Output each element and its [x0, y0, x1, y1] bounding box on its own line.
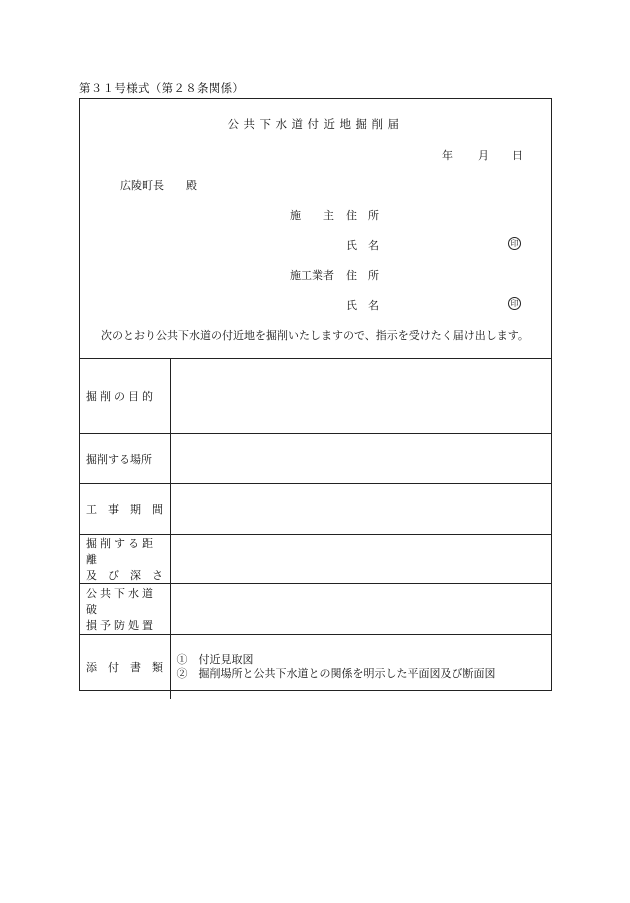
table-row	[80, 584, 551, 635]
form-header	[80, 99, 551, 358]
damage-prevention-label-line1: 公共下水道破	[86, 587, 156, 616]
addressee: 広陵町長 殿	[120, 179, 197, 192]
attachments-value	[170, 635, 551, 699]
table-row	[80, 434, 551, 484]
table-row	[80, 535, 551, 584]
table-row	[80, 635, 551, 699]
attachment-item-1: ① 付近見取図	[176, 652, 254, 666]
date-year: 年	[442, 149, 453, 162]
contractor-label: 施工業者	[290, 269, 334, 282]
date-month: 月	[478, 149, 489, 162]
form-frame	[79, 98, 552, 691]
date-day: 日	[512, 149, 523, 162]
distance-depth-label-line2: 及 び 深 さ	[86, 569, 163, 582]
damage-prevention-label-line2: 損予防処置	[86, 619, 156, 632]
purpose-label: 掘削の目的	[80, 359, 170, 434]
attachment-item-2: ② 掘削場所と公共下水道との関係を明示した平面図及び断面図	[176, 666, 496, 680]
attachments-label: 添 付 書 類	[80, 635, 170, 699]
form-number: 第３１号様式（第２８条関係）	[79, 81, 245, 95]
distance-depth-label-line1: 掘削する距離	[86, 537, 156, 566]
owner-label: 施 主	[290, 209, 334, 222]
contractor-name-label: 氏 名	[346, 299, 379, 312]
period-label: 工 事 期 間	[80, 484, 170, 535]
distance-depth-label	[80, 535, 170, 584]
damage-prevention-label	[80, 584, 170, 635]
owner-name-label: 氏 名	[346, 239, 379, 252]
form-title: 公共下水道付近地掘削届	[227, 117, 404, 131]
owner-address-label: 住 所	[346, 209, 379, 222]
location-label: 掘削する場所	[80, 434, 170, 484]
damage-prevention-value[interactable]	[170, 584, 551, 635]
body-text: 次のとおり公共下水道の付近地を掘削いたしますので、指示を受けたく届け出します。	[101, 329, 529, 342]
location-value[interactable]	[170, 434, 551, 484]
contractor-address-label: 住 所	[346, 269, 379, 282]
table-row	[80, 484, 551, 535]
contractor-seal-mark: 印	[508, 297, 521, 310]
details-table	[80, 358, 551, 699]
purpose-value[interactable]	[170, 359, 551, 434]
distance-depth-value[interactable]	[170, 535, 551, 584]
table-row	[80, 359, 551, 434]
owner-seal-mark: 印	[508, 237, 521, 250]
period-value[interactable]	[170, 484, 551, 535]
